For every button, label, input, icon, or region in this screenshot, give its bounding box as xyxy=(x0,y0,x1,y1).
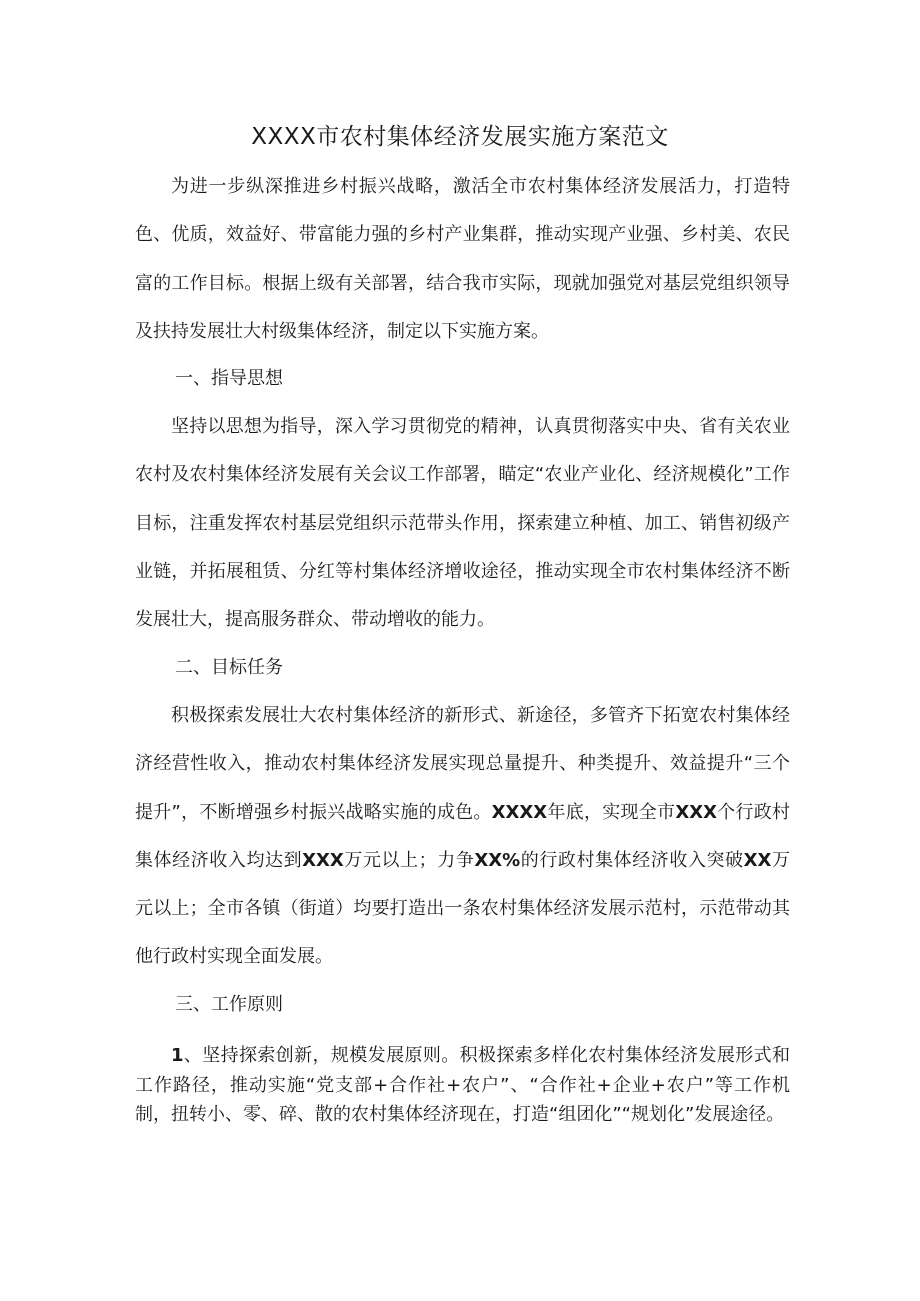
principle-item-text: 、坚持探索创新，规模发展原则。积极探索多样化农村集体经济发展形式和工作路径，推动实施“党支部+合作社+农户”、“合作社+企业+农户”等工作机制，扭转小、零、碎、散的农村集体经济现在，打造“组团化”“规划化”发展途径。 xyxy=(135,1045,790,1125)
goals-text-6: 万元以上；全市各镇（街道）均要打造出一条农村集体经济发展示范村，示范带动其他行政村实现全面发展。 xyxy=(135,849,791,968)
goals-village-count: XXX xyxy=(675,801,717,823)
principle-item-number: 1 xyxy=(171,1045,184,1066)
section-heading-principles: 三、工作原则 xyxy=(175,994,283,1015)
goals-text-5: 的行政村集体经济收入突破 xyxy=(520,849,744,871)
section-heading-goals: 二、目标任务 xyxy=(175,657,283,678)
principle-item-1 xyxy=(135,1041,790,1130)
section-heading-guiding-thought: 一、指导思想 xyxy=(175,368,283,389)
goals-text-4: 万元以上；力争 xyxy=(343,849,475,871)
goals-percent: XX% xyxy=(474,849,521,871)
goals-text-3: 个行政村集体经济收入均达到 xyxy=(135,801,791,871)
intro-paragraph: 为进一步纵深推进乡村振兴战略，激活全市农村集体经济发展活力，打造特色、优质，效益好、带富能力强的乡村产业集群，推动实现产业强、乡村美、农民富的工作目标。根据上级有关部署，结合我市实际，现就加强党对基层党组织领导及扶持发展壮大村级集体经济，制定以下实施方案。 xyxy=(135,176,790,342)
goals-income-target: XXX xyxy=(302,849,344,871)
document-title: XXXX市农村集体经济发展实施方案范文 xyxy=(251,124,669,150)
goals-year: XXXX xyxy=(491,801,548,823)
goals-text-1: 积极探索发展壮大农村集体经济的新形式、新途径，多管齐下拓宽农村集体经济经营性收入，推动农村集体经济发展实现总量提升、种类提升、效益提升“三个提升”，不断增强乡村振兴战略实施的成色。 xyxy=(135,705,790,823)
section-body-goals xyxy=(135,692,790,982)
goals-text-2: 年底，实现全市 xyxy=(547,801,676,823)
goals-income-breakthrough: XX xyxy=(743,849,772,871)
section-body-guiding-thought: 坚持以思想为指导，深入学习贯彻党的精神，认真贯彻落实中央、省有关农业农村及农村集体经济发展有关会议工作部署，瞄定“农业产业化、经济规模化”工作目标，注重发挥农村基层党组织示范带头作用，探索建立种植、加工、销售初级产业链，并拓展租赁、分红等村集体经济增收途径，推动实现全市农村集体经济不断发展壮大，提高服务群众、带动增收的能力。 xyxy=(135,416,790,631)
